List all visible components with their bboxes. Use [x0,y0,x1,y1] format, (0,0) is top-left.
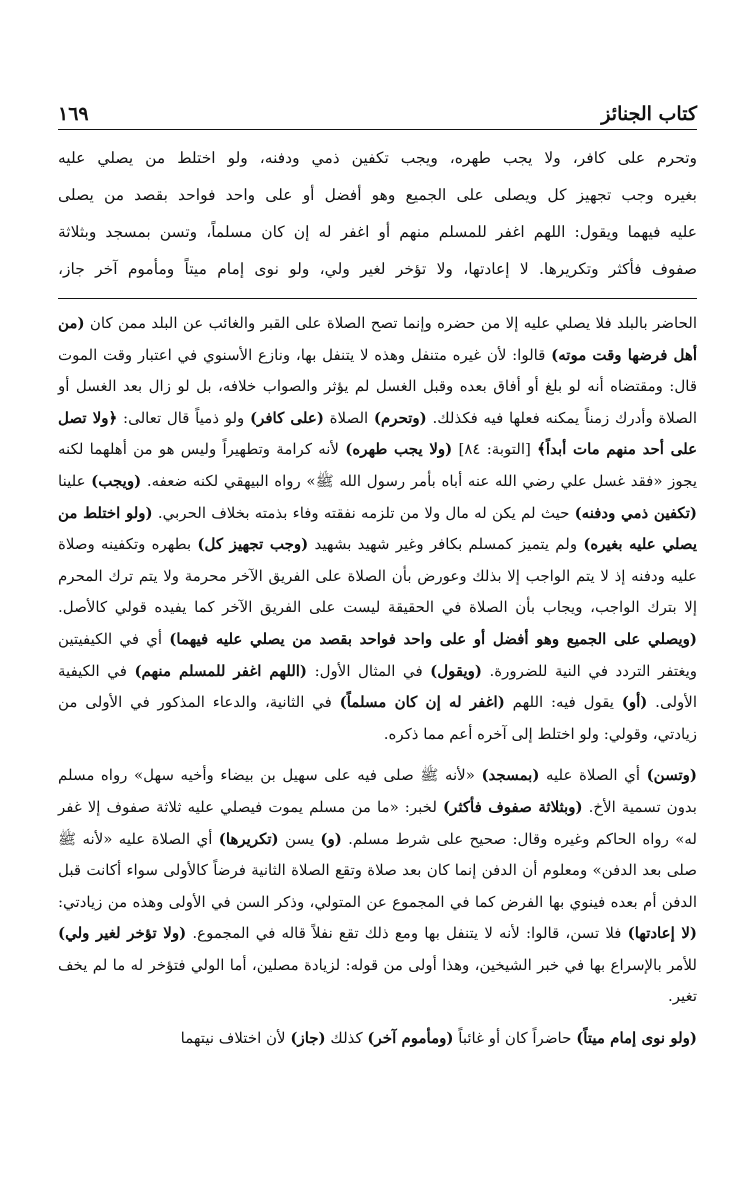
main-text-line: عليه فيهما ويقول: اللهم اغفر للمسلم منهم أو اغفر له إن كان مسلماً، وتسن بمسجد وبثلاثة [58,223,697,241]
section-divider [58,298,697,299]
main-text-line: وتحرم على كافر، ولا يجب طهره، ويجب تكفين ذمي ودفنه، ولو اختلط من يصلي عليه [58,149,697,167]
commentary [58,308,697,1055]
main-text [58,140,697,288]
commentary-paragraph: (ولو نوى إمام ميتاً) حاضراً كان أو غائباً (ومأموم آخر) كذلك (جاز) لأن اختلاف نيتهما [180,1029,697,1048]
main-text-line: بغيره وجب تجهيز كل ويصلى على الجميع وهو أفضل أو على واحد فواحد بقصد من يصلى [58,186,697,204]
chapter-title: كتاب الجنائز [601,103,697,125]
main-text-line: صفوف فأكثر وتكريرها. لا إعادتها، ولا تؤخر لغير ولي، ولو نوى إمام ميتاً ومأموم آخر جاز، [58,260,697,278]
commentary-paragraph: (وتسن) أي الصلاة عليه (بمسجد) «لأنه ﷺ صلى فيه على سهيل بن بيضاء وأخيه سهل» رواه مسلم بدون تسمية الأخ. (وبثلاثة صفوف فأكثر) لخبر: «ما من مسلم يموت فيصلي عليه ثلاثة صفوف إلا غفر له» رواه الحاكم وغيره وقال: صحيح على شرط مسلم. (و) يسن (تكريرها) أي الصلاة عليه «لأنه ﷺ صلى بعد الدفن» ومعلوم أن الدفن إنما كان بعد صلاة وتقع الصلاة الثانية فرضاً كالأولى سواء أكانت قبل الدفن أم بعده فينوي بها الفرض كما في المجموع عن المتولي، وذكر السن في الأولى وهذه من زيادتي: (لا إعادتها) فلا تسن، قالوا: لأنه لا يتنفل بها ومع ذلك تقع نفلاً قاله في المجموع. (ولا تؤخر لغير ولي) للأمر بالإسراع بها في خبر الشيخين، وهذا أولى من قوله: لزيادة مصلين، أما الولي فتؤخر له ما لم يخف تغير. [58,766,697,1006]
page-number: ١٦٩ [58,103,89,125]
page-header [58,96,697,130]
commentary-paragraph: الحاضر بالبلد فلا يصلي عليه إلا من حضره وإنما تصح الصلاة على القبر والغائب عن البلد ممن كان (من أهل فرضها وقت موته) قالوا: لأن غيره متنفل وهذه لا يتنفل بها، ونازع الأسنوي في اعتبار وقت الموت قال: ومقتضاه أنه لو بلغ أو أفاق بعده وقبل الغسل لم يؤثر والصواب خلافه، بل لو زال بعد الغسل أو الصلاة وأدرك زمناً يمكنه فعلها فيه فكذلك. (وتحرم) الصلاة (على كافر) ولو ذمياً قال تعالى: ﴿ولا تصل على أحد منهم مات أبداً﴾ [التوبة: ٨٤] (ولا يجب طهره) لأنه كرامة وتطهيراً وليس هو من أهلهما لكنه يجوز «فقد غسل علي رضي الله عنه أباه بأمر رسول الله ﷺ» رواه البيهقي لكنه ضعفه. (ويجب) علينا (تكفين ذمي ودفنه) حيث لم يكن له مال ولا من تلزمه نفقته وفاء بذمته بخلاف الحربي. (ولو اختلط من يصلي عليه بغيره) ولم يتميز كمسلم بكافر وغير شهيد بشهيد (وجب تجهيز كل) بطهره وتكفينه وصلاة عليه ودفنه إذ لا يتم الواجب إلا بذلك وعورض بأن الصلاة على الفريق الآخر محرمة ولا يتم ترك المحرم إلا بترك الواجب، ويجاب بأن الصلاة في الحقيقة ليست على الفريق الآخر كما يفيده قولي كالأصل. (ويصلي على الجميع وهو أفضل أو على واحد فواحد بقصد من يصلي عليه فيهما) أي في الكيفيتين ويغتفر التردد في النية للضرورة. (ويقول) في المثال الأول: (اللهم اغفر للمسلم منهم) في الكيفية الأولى. (أو) يقول فيه: اللهم (اغفر له إن كان مسلماً) في الثانية، والدعاء المذكور في الأولى من زيادتي، وقولي: ولو اختلط إلى آخره أعم مما ذكره. [58,314,698,743]
